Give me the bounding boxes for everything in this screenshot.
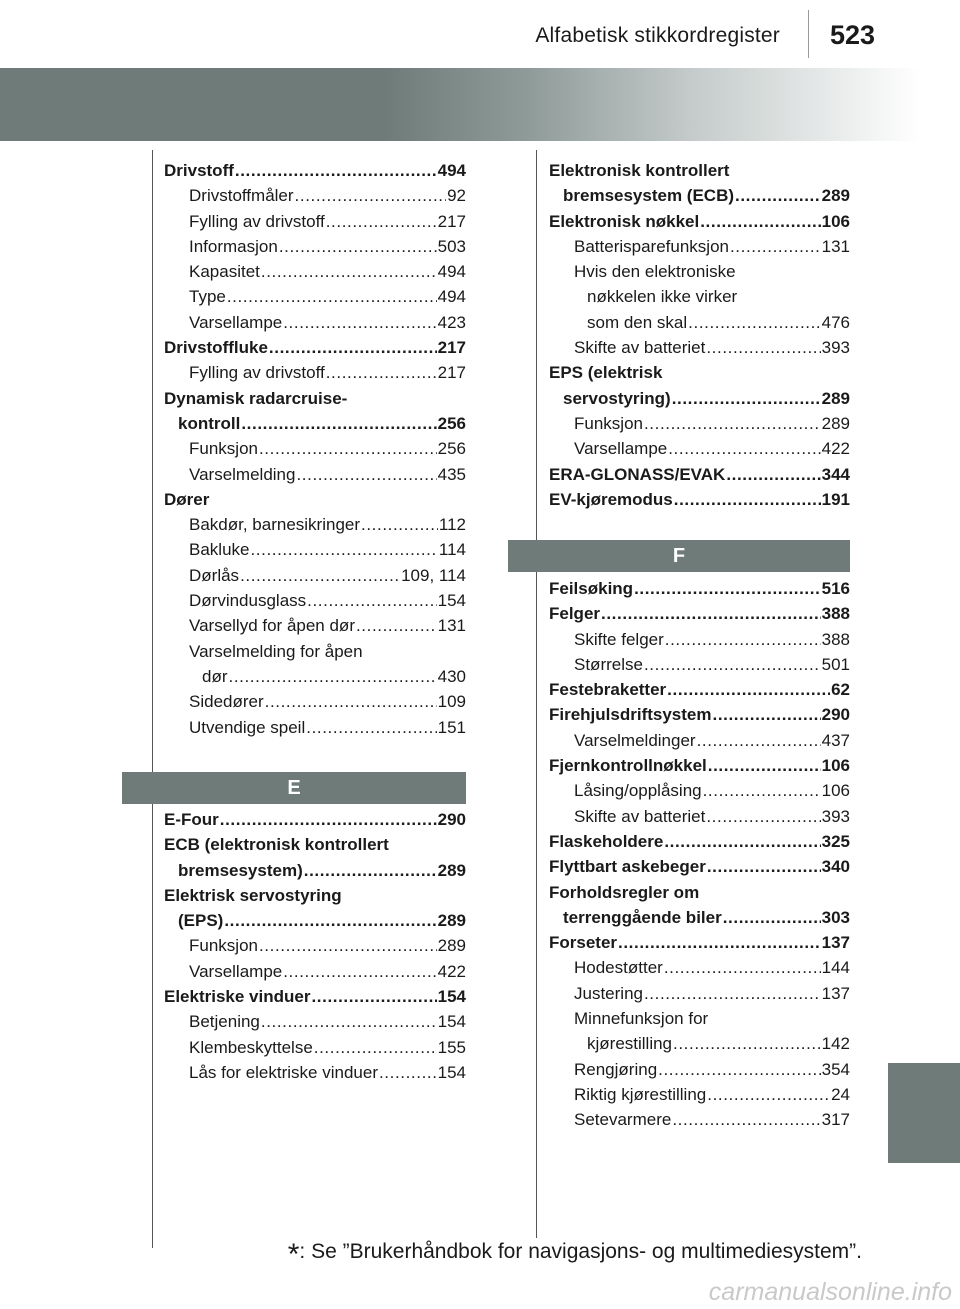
dot-leader xyxy=(241,411,436,436)
index-term: Lås for elektriske vinduer xyxy=(189,1062,378,1082)
dot-leader xyxy=(224,908,436,933)
index-term: Minnefunksjon for xyxy=(574,1009,709,1029)
dot-leader xyxy=(229,664,437,689)
index-entry xyxy=(164,436,466,461)
page-reference: 256 xyxy=(437,439,466,459)
index-term: (EPS) xyxy=(178,911,224,931)
page-reference: 388 xyxy=(821,629,850,649)
index-term: nøkkelen ikke virker xyxy=(587,287,738,307)
page-reference: 112 xyxy=(438,515,466,535)
index-entry xyxy=(549,829,850,854)
index-entry xyxy=(164,234,466,259)
section-header-e: E xyxy=(122,772,466,804)
index-entry xyxy=(164,959,466,984)
index-term: Forholdsregler om xyxy=(549,882,700,902)
page-reference: 106 xyxy=(821,211,850,231)
index-term: Elektrisk servostyring xyxy=(164,885,342,905)
index-entry xyxy=(164,613,466,638)
index-term: Varselmelding for åpen xyxy=(189,641,363,661)
page-reference: 131 xyxy=(821,236,850,256)
index-term: Informasjon xyxy=(189,236,278,256)
index-entry xyxy=(549,335,850,360)
dot-leader xyxy=(667,677,830,702)
index-entry xyxy=(549,576,850,601)
dot-leader xyxy=(379,1060,437,1085)
index-term: Varselmeldinger xyxy=(574,730,696,750)
dot-leader xyxy=(269,335,437,360)
index-term: Drivstoff xyxy=(164,161,234,180)
index-term: Elektriske vinduer xyxy=(164,987,311,1007)
dot-leader xyxy=(240,563,400,588)
index-term: Dører xyxy=(164,489,210,509)
index-entry xyxy=(164,908,466,933)
dot-leader xyxy=(250,537,437,562)
index-term: Varsellyd for åpen dør xyxy=(189,616,355,636)
page-reference: 154 xyxy=(437,1062,466,1082)
index-term: Varsellampe xyxy=(189,312,283,332)
index-entry xyxy=(549,310,850,335)
dot-leader xyxy=(227,284,437,309)
index-entry xyxy=(549,1082,850,1107)
page-reference: 317 xyxy=(821,1110,850,1130)
index-term: Firehjulsdriftsystem xyxy=(549,705,712,725)
index-term: Utvendige speil xyxy=(189,717,306,737)
index-entry xyxy=(164,883,466,908)
dot-leader xyxy=(220,807,437,832)
index-entry xyxy=(164,386,466,411)
page-reference: 435 xyxy=(437,464,466,484)
page-reference: 344 xyxy=(821,464,850,484)
index-term: Funksjon xyxy=(189,936,258,956)
index-entry xyxy=(549,601,850,626)
index-entry xyxy=(549,753,850,778)
index-entry xyxy=(549,158,850,183)
page-reference: 437 xyxy=(821,730,850,750)
index-entry xyxy=(164,984,466,1009)
watermark: carmanualsonline.info xyxy=(708,1278,952,1306)
index-term: Riktig kjørestilling xyxy=(574,1084,707,1104)
index-term: Skifte felger xyxy=(574,629,664,649)
index-entry xyxy=(164,933,466,958)
index-entry xyxy=(164,588,466,613)
index-term: EPS (elektrisk xyxy=(549,363,663,383)
index-entry xyxy=(164,639,466,664)
index-term: Elektronisk kontrollert xyxy=(549,161,730,180)
index-entry xyxy=(549,259,850,284)
page-reference: 151 xyxy=(437,717,466,737)
page-reference: 494 xyxy=(437,262,466,282)
dot-leader xyxy=(644,652,821,677)
index-entry xyxy=(549,880,850,905)
index-term: Forseter xyxy=(549,933,618,953)
page-reference: 325 xyxy=(821,831,850,851)
dot-leader xyxy=(644,981,821,1006)
page-reference: 155 xyxy=(437,1037,466,1057)
index-term: Fylling av drivstoff xyxy=(189,363,325,383)
dot-leader xyxy=(665,627,821,652)
index-entry xyxy=(549,804,850,829)
index-term: Varsellampe xyxy=(574,439,668,459)
index-entry xyxy=(549,930,850,955)
dot-leader xyxy=(265,689,437,714)
page-reference: 430 xyxy=(437,666,466,686)
index-entry xyxy=(549,360,850,385)
right-index-column-f xyxy=(549,576,850,1133)
index-term: Batterisparefunksjon xyxy=(574,236,729,256)
index-term: Drivstoffmåler xyxy=(189,186,294,206)
index-term: kontroll xyxy=(178,413,241,433)
index-term: Hvis den elektroniske xyxy=(574,262,736,282)
index-entry xyxy=(164,158,466,183)
index-entry xyxy=(164,335,466,360)
index-term: Type xyxy=(189,287,226,307)
dot-leader xyxy=(356,613,437,638)
index-entry xyxy=(164,689,466,714)
page-reference: 290 xyxy=(821,705,850,725)
page-reference: 423 xyxy=(437,312,466,332)
index-term: Funksjon xyxy=(574,413,643,433)
page-reference: 24 xyxy=(831,1084,850,1104)
dot-leader xyxy=(708,753,821,778)
page-reference: 144 xyxy=(821,958,850,978)
dot-leader xyxy=(707,854,821,879)
index-term: Skifte av batteriet xyxy=(574,806,706,826)
dot-leader xyxy=(664,955,821,980)
index-term: Størrelse xyxy=(574,654,643,674)
right-index-column xyxy=(549,158,850,512)
index-entry xyxy=(549,1107,850,1132)
index-entry xyxy=(164,807,466,832)
index-entry xyxy=(164,1035,466,1060)
thumb-index-tab xyxy=(888,1063,960,1163)
index-entry xyxy=(549,955,850,980)
index-entry xyxy=(549,436,850,461)
index-entry xyxy=(549,183,850,208)
index-entry xyxy=(164,284,466,309)
page-reference: 516 xyxy=(821,579,850,598)
page-reference: 106 xyxy=(821,756,850,776)
dot-leader xyxy=(314,1035,437,1060)
index-entry xyxy=(549,411,850,436)
dot-leader xyxy=(601,601,821,626)
page-reference: 137 xyxy=(821,933,850,953)
index-entry xyxy=(164,487,466,512)
page-reference: 131 xyxy=(437,616,466,636)
footnote-text: : Se ”Brukerhåndbok for navigasjons- og multimediesystem”. xyxy=(299,1240,862,1263)
index-entry xyxy=(549,905,850,930)
index-entry xyxy=(164,858,466,883)
dot-leader xyxy=(664,829,820,854)
index-term: EV-kjøremodus xyxy=(549,489,673,509)
page-reference: 62 xyxy=(831,680,850,700)
page-reference: 289 xyxy=(437,911,466,931)
dot-leader xyxy=(261,1009,437,1034)
dot-leader xyxy=(672,1107,820,1132)
dot-leader xyxy=(235,158,437,183)
page-reference: 388 xyxy=(821,604,850,624)
page-reference: 289 xyxy=(437,936,466,956)
index-entry xyxy=(164,209,466,234)
index-entry xyxy=(549,778,850,803)
dot-leader xyxy=(674,487,821,512)
page-reference: 289 xyxy=(821,388,850,408)
dot-leader xyxy=(326,360,437,385)
index-term: Flyttbart askebeger xyxy=(549,857,706,877)
index-term: Fjernkontrollnøkkel xyxy=(549,756,707,776)
dot-leader xyxy=(703,778,821,803)
index-term: Rengjøring xyxy=(574,1059,658,1079)
page-reference: 217 xyxy=(437,211,466,231)
footnote xyxy=(287,1232,862,1271)
page-reference: 137 xyxy=(821,983,850,1003)
dot-leader xyxy=(735,183,821,208)
page-reference: 393 xyxy=(821,806,850,826)
header-divider xyxy=(808,10,809,58)
left-index-column-e xyxy=(164,807,466,1085)
index-term: som den skal xyxy=(587,312,688,332)
index-entry xyxy=(164,462,466,487)
dot-leader xyxy=(688,310,820,335)
index-entry xyxy=(549,1031,850,1056)
page-reference: 217 xyxy=(437,363,466,383)
dot-leader xyxy=(304,858,437,883)
index-entry xyxy=(549,702,850,727)
dot-leader xyxy=(658,1057,820,1082)
dot-leader xyxy=(259,436,437,461)
index-entry xyxy=(549,677,850,702)
index-entry xyxy=(164,360,466,385)
dot-leader xyxy=(283,959,436,984)
page-reference: 503 xyxy=(437,236,466,256)
index-entry xyxy=(164,537,466,562)
index-term: Feilsøking xyxy=(549,579,634,598)
page-reference: 154 xyxy=(437,987,466,1007)
dot-leader xyxy=(730,234,821,259)
dot-leader xyxy=(296,462,436,487)
page-reference: 256 xyxy=(437,413,466,433)
dot-leader xyxy=(644,411,821,436)
dot-leader xyxy=(673,1031,821,1056)
index-entry xyxy=(549,462,850,487)
dot-leader xyxy=(634,576,821,601)
left-column-rule xyxy=(152,150,153,1248)
index-entry xyxy=(549,1006,850,1031)
index-entry xyxy=(549,386,850,411)
dot-leader xyxy=(361,512,438,537)
page-reference: 422 xyxy=(437,961,466,981)
dot-leader xyxy=(672,386,821,411)
index-term: Dørlås xyxy=(189,565,240,585)
index-term: Låsing/opplåsing xyxy=(574,781,702,801)
middle-column-rule xyxy=(536,150,537,1238)
dot-leader xyxy=(723,905,821,930)
index-term: Fylling av drivstoff xyxy=(189,211,325,231)
page-reference: 422 xyxy=(821,439,850,459)
index-term: dør xyxy=(202,666,228,686)
page-reference: 354 xyxy=(821,1059,850,1079)
dot-leader xyxy=(707,1082,830,1107)
page-reference: 92 xyxy=(447,186,466,206)
index-term: Hodestøtter xyxy=(574,958,663,978)
dot-leader xyxy=(700,209,820,234)
index-term: Festebraketter xyxy=(549,680,667,700)
index-entry xyxy=(549,728,850,753)
running-header-title: Alfabetisk stikkordregister xyxy=(535,24,780,47)
dot-leader xyxy=(259,933,437,958)
index-entry xyxy=(549,487,850,512)
index-term: Varselmelding xyxy=(189,464,296,484)
dot-leader xyxy=(261,259,437,284)
dot-leader xyxy=(706,335,820,360)
page-reference: 191 xyxy=(821,489,850,509)
index-term: bremsesystem) xyxy=(178,860,303,880)
dot-leader xyxy=(668,436,820,461)
page-reference: 106 xyxy=(821,781,850,801)
index-entry xyxy=(549,284,850,309)
dot-leader xyxy=(706,804,820,829)
index-term: Setevarmere xyxy=(574,1110,672,1130)
index-term: Flaskeholdere xyxy=(549,831,664,851)
index-term: Dynamisk radarcruise- xyxy=(164,388,348,408)
left-index-column xyxy=(164,158,466,740)
page-reference: 109 xyxy=(437,692,466,712)
header-banner xyxy=(0,68,960,141)
dot-leader xyxy=(726,462,820,487)
index-term: servostyring) xyxy=(563,388,671,408)
dot-leader xyxy=(279,234,437,259)
page-reference: 494 xyxy=(437,287,466,307)
page-reference: 114 xyxy=(438,540,466,560)
dot-leader xyxy=(306,715,436,740)
index-entry xyxy=(164,259,466,284)
index-entry xyxy=(164,183,466,208)
index-term: Sidedører xyxy=(189,692,264,712)
index-term: ECB (elektronisk kontrollert xyxy=(164,835,389,855)
page-reference: 340 xyxy=(821,857,850,877)
page-reference: 303 xyxy=(821,907,850,927)
page-number: 523 xyxy=(830,20,876,50)
page-reference: 109, 114 xyxy=(401,565,466,585)
index-entry xyxy=(164,512,466,537)
index-entry xyxy=(549,209,850,234)
footnote-star: * xyxy=(287,1238,300,1271)
index-entry xyxy=(164,832,466,857)
index-term: Varsellampe xyxy=(189,961,283,981)
index-entry xyxy=(164,715,466,740)
page-reference: 217 xyxy=(437,338,466,358)
index-entry xyxy=(549,234,850,259)
dot-leader xyxy=(311,984,436,1009)
index-entry xyxy=(164,1060,466,1085)
index-term: Bakdør, barnesikringer xyxy=(189,515,361,535)
section-header-f: F xyxy=(508,540,850,572)
index-entry xyxy=(164,1009,466,1034)
index-term: bremsesystem (ECB) xyxy=(563,186,735,206)
index-term: Klembeskyttelse xyxy=(189,1037,313,1057)
index-term: Bakluke xyxy=(189,540,250,560)
page-reference: 476 xyxy=(821,312,850,332)
index-entry xyxy=(164,563,466,588)
page-reference: 289 xyxy=(821,186,850,206)
index-term: E-Four xyxy=(164,810,219,829)
dot-leader xyxy=(283,310,436,335)
page-reference: 494 xyxy=(437,161,466,180)
index-term: Kapasitet xyxy=(189,262,260,282)
index-term: Elektronisk nøkkel xyxy=(549,211,700,231)
index-term: kjørestilling xyxy=(587,1034,673,1054)
page-reference: 154 xyxy=(437,591,466,611)
dot-leader xyxy=(326,209,437,234)
index-entry xyxy=(549,1057,850,1082)
dot-leader xyxy=(618,930,821,955)
index-entry xyxy=(549,854,850,879)
index-term: ERA-GLONASS/EVAK xyxy=(549,464,726,484)
index-term: Justering xyxy=(574,983,643,1003)
index-entry xyxy=(549,652,850,677)
page-reference: 289 xyxy=(821,413,850,433)
index-term: Skifte av batteriet xyxy=(574,338,706,358)
page-reference: 501 xyxy=(821,654,850,674)
index-entry xyxy=(164,310,466,335)
page-reference: 393 xyxy=(821,338,850,358)
index-entry xyxy=(164,664,466,689)
page-reference: 289 xyxy=(437,860,466,880)
index-term: terrenggående biler xyxy=(563,907,722,927)
page-reference: 290 xyxy=(437,810,466,829)
dot-leader xyxy=(295,183,447,208)
dot-leader xyxy=(307,588,436,613)
dot-leader xyxy=(697,728,821,753)
index-term: Felger xyxy=(549,604,601,624)
index-term: Funksjon xyxy=(189,439,258,459)
index-entry xyxy=(164,411,466,436)
index-entry xyxy=(549,981,850,1006)
page-reference: 142 xyxy=(821,1034,850,1054)
index-term: Dørvindusglass xyxy=(189,591,307,611)
page-reference: 154 xyxy=(437,1012,466,1032)
index-term: Betjening xyxy=(189,1012,260,1032)
index-entry xyxy=(549,627,850,652)
index-term: Drivstoffluke xyxy=(164,338,268,358)
dot-leader xyxy=(713,702,821,727)
